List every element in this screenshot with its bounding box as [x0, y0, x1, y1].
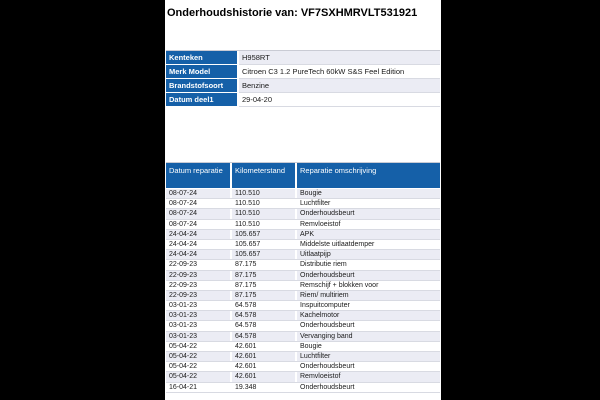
cell-kilometerstand: 42.601 — [230, 372, 295, 381]
cell-kilometerstand: 110.510 — [230, 199, 295, 208]
table-row — [166, 362, 440, 372]
cell-reparatie-omschrijving: Luchtfilter — [295, 199, 440, 208]
cell-reparatie-omschrijving: Bougie — [295, 189, 440, 198]
table-row — [166, 240, 440, 250]
info-row-label: Datum deel1 — [166, 93, 237, 107]
cell-reparatie-omschrijving: Inspuitcomputer — [295, 301, 440, 310]
cell-kilometerstand: 64.578 — [230, 311, 295, 320]
cell-reparatie-omschrijving: Bougie — [295, 342, 440, 351]
table-row — [166, 291, 440, 301]
maintenance-table-header-row — [166, 163, 440, 189]
table-row — [166, 311, 440, 321]
cell-datum-reparatie: 24-04-24 — [169, 240, 198, 248]
maintenance-table-body — [166, 189, 440, 393]
cell-datum-reparatie: 05-04-22 — [169, 342, 198, 350]
cell-kilometerstand: 110.510 — [230, 220, 295, 229]
cell-datum-reparatie: 08-07-24 — [169, 190, 198, 197]
table-row — [166, 383, 440, 393]
cell-datum-reparatie: 22-09-23 — [169, 291, 198, 299]
info-row-value: Citroen C3 1.2 PureTech 60kW S&S Feel Edition — [239, 65, 440, 79]
cell-reparatie-omschrijving: Middelste uitlaatdemper — [295, 240, 440, 249]
cell-datum-reparatie: 22-09-23 — [169, 261, 198, 269]
cell-kilometerstand: 64.578 — [230, 332, 295, 341]
cell-kilometerstand: 87.175 — [230, 291, 295, 300]
cell-kilometerstand: 42.601 — [230, 362, 295, 371]
cell-kilometerstand: 42.601 — [230, 342, 295, 351]
cell-kilometerstand: 105.657 — [230, 230, 295, 239]
cell-reparatie-omschrijving: Remschijf + blokken voor — [295, 281, 440, 290]
info-row-label: Kenteken — [166, 51, 237, 65]
cell-reparatie-omschrijving: Onderhoudsbeurt — [295, 321, 440, 330]
info-table-row — [166, 93, 440, 107]
cell-reparatie-omschrijving: Kachelmotor — [295, 311, 440, 320]
cell-datum-reparatie: 24-04-24 — [169, 230, 198, 238]
info-row-value: 29-04-20 — [239, 93, 440, 107]
cell-kilometerstand: 64.578 — [230, 301, 295, 310]
info-table-row — [166, 51, 440, 65]
info-row-label: Brandstofsoort — [166, 79, 237, 93]
cell-reparatie-omschrijving: Riem/ multiriem — [295, 291, 440, 300]
table-row — [166, 332, 440, 342]
table-row — [166, 189, 440, 199]
cell-datum-reparatie: 03-01-23 — [169, 332, 198, 340]
cell-kilometerstand: 105.657 — [230, 240, 295, 249]
info-table-row — [166, 79, 440, 93]
cell-datum-reparatie: 08-07-24 — [169, 200, 198, 208]
table-row — [166, 250, 440, 260]
cell-kilometerstand: 87.175 — [230, 281, 295, 290]
table-row — [166, 281, 440, 291]
page-title: Onderhoudshistorie van: VF7SXHMRVLT531921 — [167, 7, 418, 19]
info-row-value: H958RT — [239, 51, 440, 65]
cell-kilometerstand: 87.175 — [230, 260, 295, 269]
cell-reparatie-omschrijving: Onderhoudsbeurt — [295, 383, 440, 392]
cell-kilometerstand: 110.510 — [230, 209, 295, 218]
column-header-reparatie-omschrijving: Reparatie omschrijving — [295, 163, 440, 188]
cell-reparatie-omschrijving: Distributie riem — [295, 260, 440, 269]
cell-datum-reparatie: 24-04-24 — [169, 251, 198, 259]
table-row — [166, 372, 440, 382]
cell-reparatie-omschrijving: Onderhoudsbeurt — [295, 271, 440, 280]
info-row-value: Benzine — [239, 79, 440, 93]
cell-datum-reparatie: 22-09-23 — [169, 271, 198, 279]
table-row — [166, 342, 440, 352]
cell-datum-reparatie: 05-04-22 — [169, 373, 198, 381]
table-row — [166, 271, 440, 281]
maintenance-history-table — [166, 162, 440, 393]
cell-kilometerstand: 110.510 — [230, 189, 295, 198]
table-row — [166, 220, 440, 230]
cell-datum-reparatie: 08-07-24 — [169, 220, 198, 228]
cell-datum-reparatie: 16-04-21 — [169, 383, 198, 391]
cell-reparatie-omschrijving: APK — [295, 230, 440, 239]
column-header-kilometerstand: Kilometerstand — [230, 163, 295, 188]
cell-reparatie-omschrijving: Onderhoudsbeurt — [295, 209, 440, 218]
cell-kilometerstand: 105.657 — [230, 250, 295, 259]
cell-kilometerstand: 87.175 — [230, 271, 295, 280]
cell-reparatie-omschrijving: Luchtfilter — [295, 352, 440, 361]
cell-datum-reparatie: 05-04-22 — [169, 353, 198, 360]
table-row — [166, 301, 440, 311]
info-table-row — [166, 65, 440, 79]
cell-kilometerstand: 42.601 — [230, 352, 295, 361]
cell-reparatie-omschrijving: Onderhoudsbeurt — [295, 362, 440, 371]
table-row — [166, 230, 440, 240]
vehicle-info-table — [166, 50, 440, 107]
table-row — [166, 199, 440, 209]
cell-datum-reparatie: 03-01-23 — [169, 302, 198, 310]
cell-datum-reparatie: 03-01-23 — [169, 312, 198, 320]
cell-kilometerstand: 19.348 — [230, 383, 295, 392]
table-row — [166, 209, 440, 219]
table-row — [166, 352, 440, 362]
info-row-label: Merk Model — [166, 65, 237, 79]
column-header-datum-reparatie: Datum reparatie — [169, 166, 223, 175]
cell-kilometerstand: 64.578 — [230, 321, 295, 330]
cell-datum-reparatie: 22-09-23 — [169, 281, 198, 289]
cell-reparatie-omschrijving: Remvloeistof — [295, 220, 440, 229]
document-page — [165, 0, 441, 400]
cell-reparatie-omschrijving: Vervanging band — [295, 332, 440, 341]
cell-datum-reparatie: 05-04-22 — [169, 363, 198, 371]
table-row — [166, 260, 440, 270]
cell-datum-reparatie: 03-01-23 — [169, 322, 198, 330]
cell-datum-reparatie: 08-07-24 — [169, 210, 198, 218]
cell-reparatie-omschrijving: Remvloeistof — [295, 372, 440, 381]
table-row — [166, 321, 440, 331]
cell-reparatie-omschrijving: Uitlaatpijp — [295, 250, 440, 259]
